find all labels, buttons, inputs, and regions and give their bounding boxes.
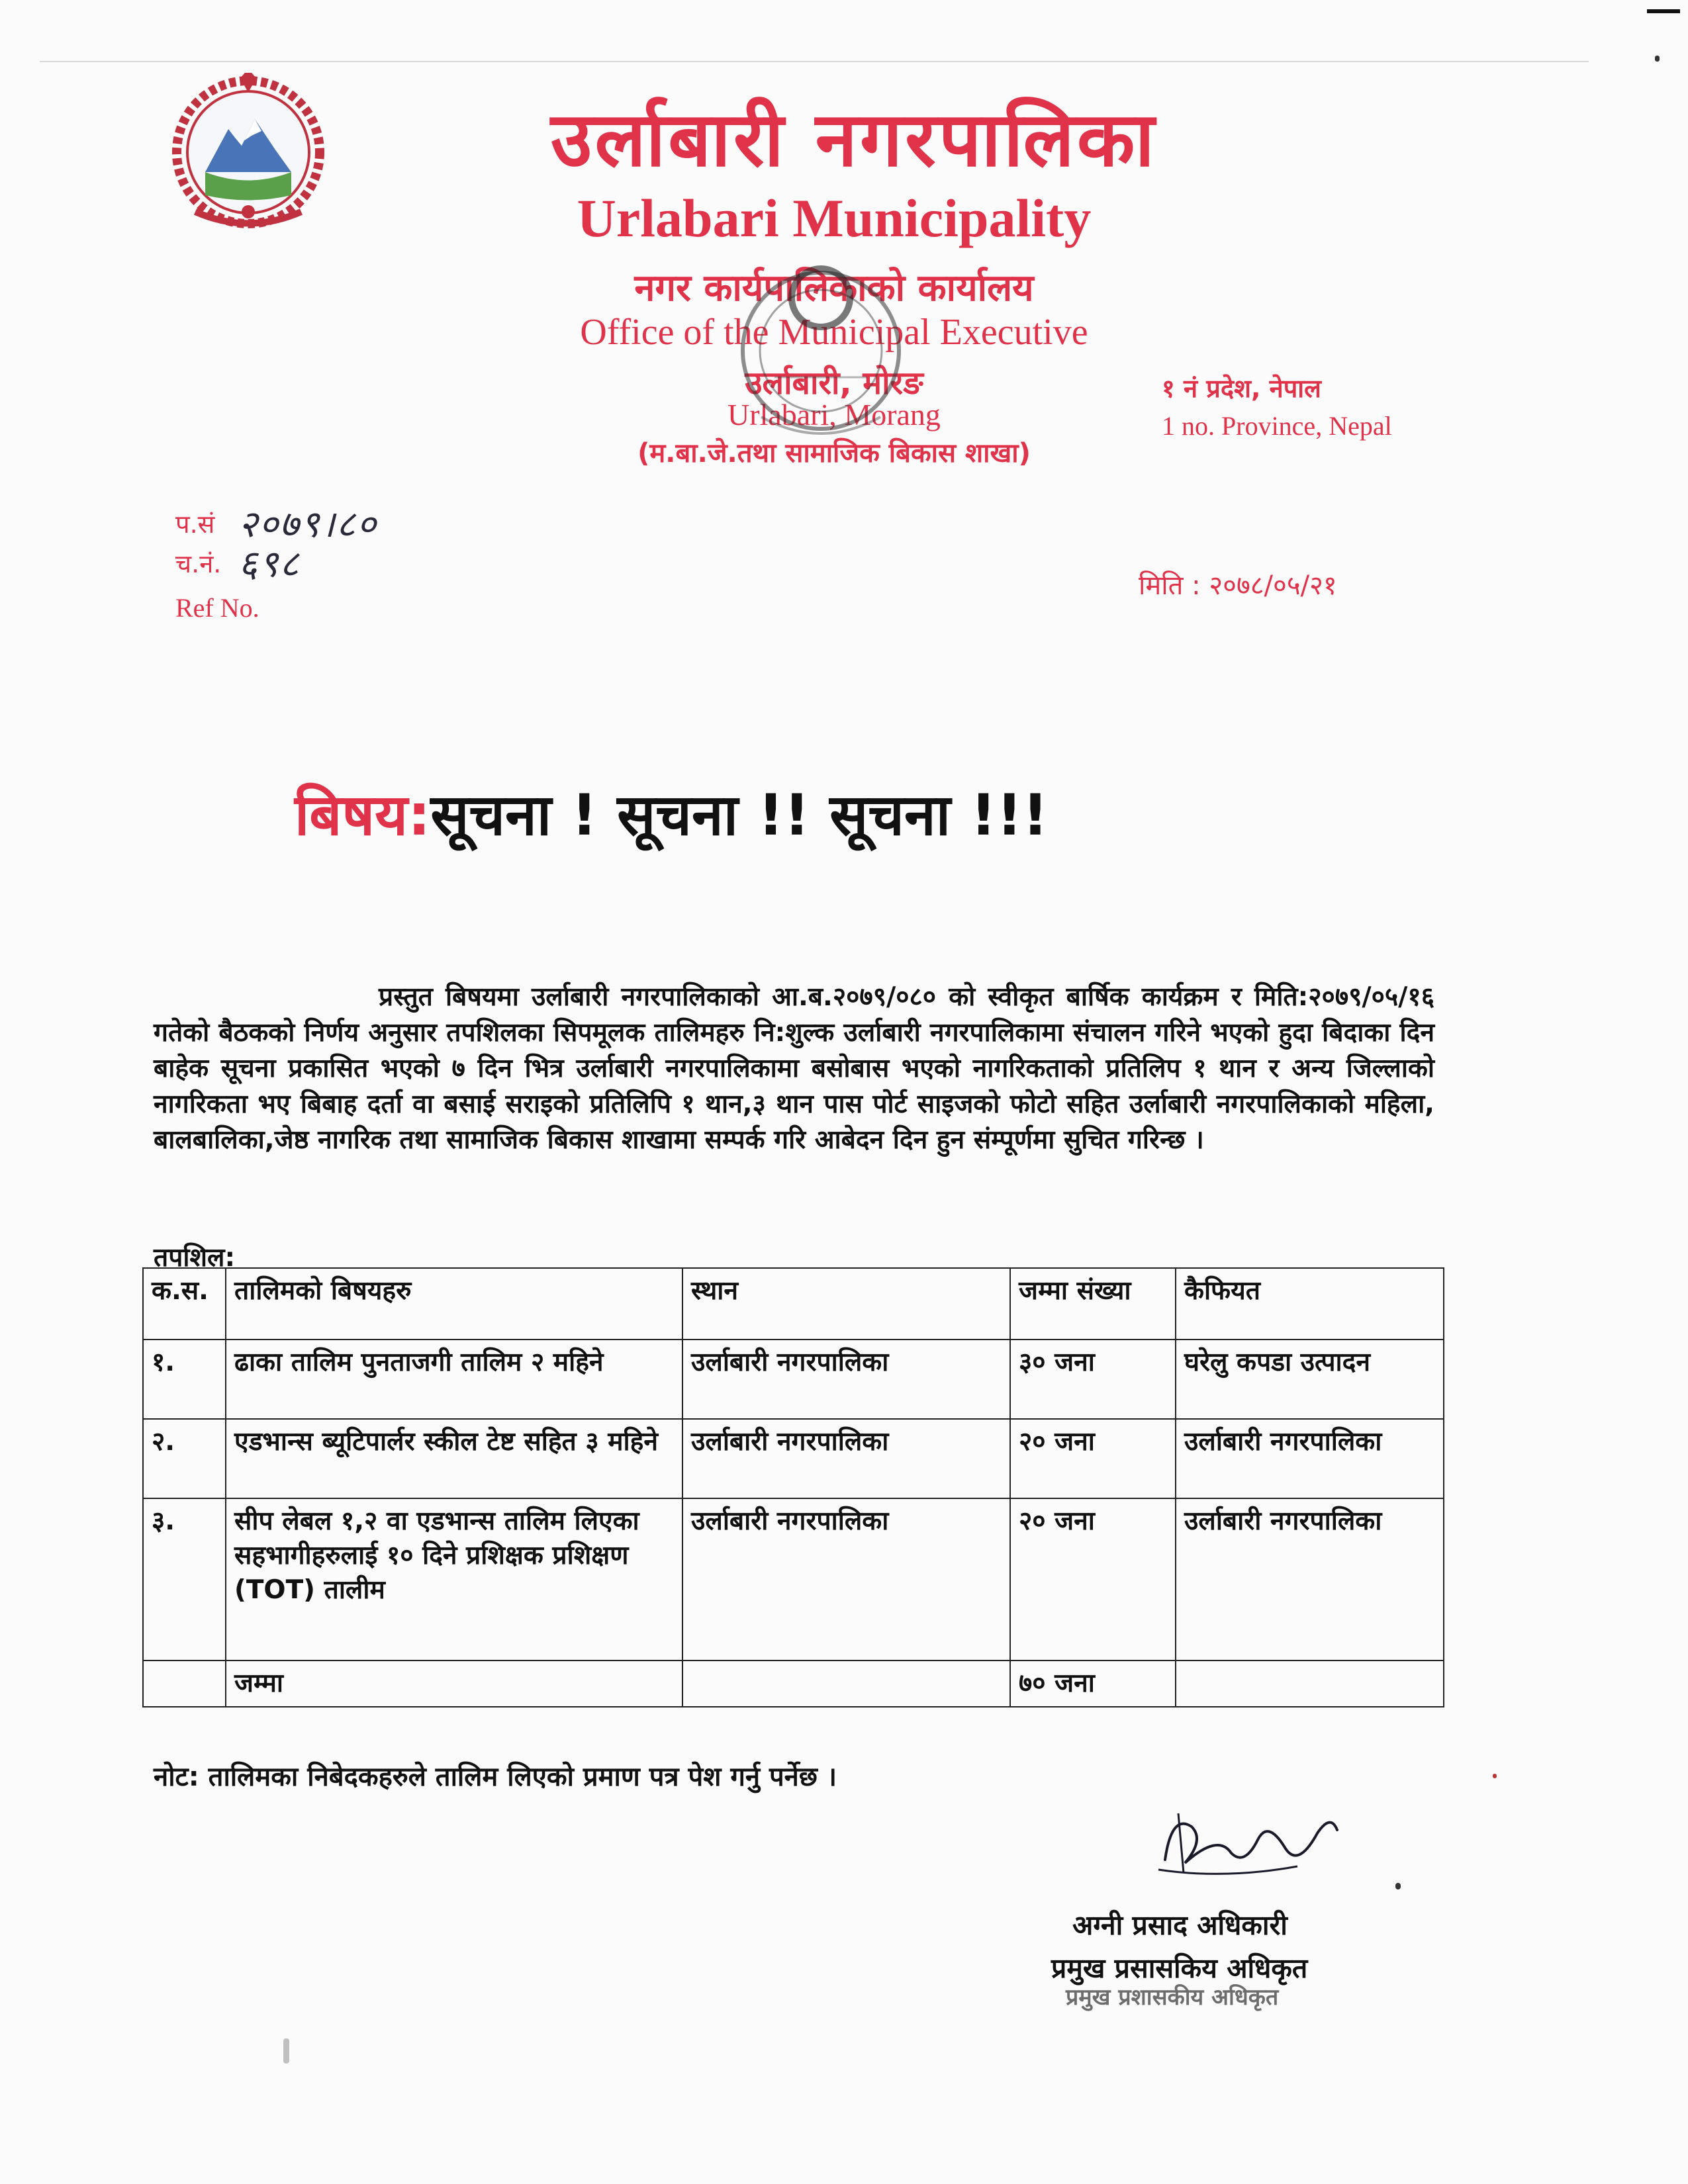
cell-remarks <box>1176 1661 1444 1707</box>
cell-sn: १. <box>143 1340 226 1419</box>
cell-count: ३० जना <box>1010 1340 1176 1419</box>
training-schedule-table <box>142 1267 1444 1707</box>
table-row <box>143 1340 1444 1419</box>
scan-speck <box>1493 1774 1497 1778</box>
cn-label: च.नं. <box>175 549 222 578</box>
signatory-title: प्रमुख प्रसासकिय अधिकृत <box>1051 1952 1308 1984</box>
subject-line <box>295 774 1049 852</box>
table-row <box>143 1498 1444 1661</box>
cell-remarks: उर्लाबारी नगरपालिका <box>1176 1419 1444 1498</box>
column-header-subject: तालिमको बिषयहरु <box>226 1268 682 1340</box>
ps-label: प.सं <box>175 510 215 539</box>
office-name-english: Office of the Municipal Executive <box>580 312 1088 353</box>
office-stamp <box>682 251 960 490</box>
cell-count: २० जना <box>1010 1498 1176 1661</box>
notice-body-paragraph: प्रस्तुत बिषयमा उर्लाबारी नगरपालिकाको आ.ब.२०७९/०८० को स्वीकृत बार्षिक कार्यक्रम र मिति:२०७९/०५/१६ गतेको बैठकको निर्णय अनुसार तपशिलका सिपमूलक तालिमहरु नि:शुल्क उर्लाबारी नगरपालिकामा संचालन गरिने भएको हुदा बिदाका दिन बाहेक सूचना प्रकासित भएको ७ दिन भित्र उर्लाबारी नगरपालिकामा बसोबास भएको नागरिकताको प्रतिलिप १ थान र अन्य जिल्लाको नागरिकता भए बिबाह दर्ता वा बसाई सराइको प्रतिलिपि १ थान,३ थान पास पोर्ट साइजको फोटो सहित उर्लाबारी नगरपालिकाको महिला, बालबालिका,जेष्ठ नागरिक तथा सामाजिक बिकास शाखामा सम्पर्क गरि आबेदन दिन हुन संम्पूर्णमा सुचित गरिन्छ । <box>154 982 1434 1155</box>
cell-subject: ढाका तालिम पुनताजगी तालिम २ महिने <box>226 1340 682 1419</box>
cell-sn <box>143 1661 226 1707</box>
ref-no-label: Ref No. <box>175 593 259 623</box>
cell-place: उर्लाबारी नगरपालिका <box>682 1419 1010 1498</box>
municipality-name-nepali: उर्लाबारी नगरपालिका <box>550 95 1157 183</box>
column-header-remarks: कैफियत <box>1176 1268 1444 1340</box>
cell-sn: २. <box>143 1419 226 1498</box>
address-nepali: उर्लाबारी, मोरङ <box>745 365 923 402</box>
column-header-count: जम्मा संख्या <box>1010 1268 1176 1340</box>
province-english: 1 no. Province, Nepal <box>1162 411 1392 441</box>
office-name-nepali: नगर कार्यपालिकाको कार्यालय <box>634 267 1034 310</box>
province-nepali: १ नं प्रदेश, नेपाल <box>1162 374 1321 403</box>
letter-date: मिति : २०७८/०५/२१ <box>1139 570 1337 601</box>
cell-remarks: उर्लाबारी नगरपालिका <box>1176 1498 1444 1661</box>
column-header-place: स्थान <box>682 1268 1010 1340</box>
address-english: Urlabari, Morang <box>727 398 941 432</box>
signatory-name: अग्नी प्रसाद अधिकारी <box>1072 1909 1288 1941</box>
column-header-sn: क.स. <box>143 1268 226 1340</box>
table-total-row <box>143 1661 1444 1707</box>
table-row <box>143 1419 1444 1498</box>
cell-subject: एडभान्स ब्यूटिपार्लर स्कील टेष्ट सहित ३ महिने <box>226 1419 682 1498</box>
note-text: नोट: तालिमका निबेदकहरुले तालिम लिएको प्रमाण पत्र पेश गर्नु पर्नेछ । <box>154 1762 837 1792</box>
cell-subject: सीप लेबल १,२ वा एडभान्स तालिम लिएका सहभागीहरुलाई १० दिने प्रशिक्षक प्रशिक्षण (TOT) तालीम <box>226 1498 682 1661</box>
cell-place: उर्लाबारी नगरपालिका <box>682 1340 1010 1419</box>
scan-speck <box>1655 56 1660 62</box>
cn-value: ६९८ <box>238 543 301 586</box>
scan-edge-mark <box>1647 9 1680 13</box>
branch-name: (म.बा.जे.तथा सामाजिक बिकास शाखा) <box>637 438 1031 469</box>
ps-value: २०७९।८० <box>238 503 377 546</box>
subject-label: बिषय: <box>295 782 431 848</box>
scan-speck <box>283 2038 289 2064</box>
table-header-row <box>143 1268 1444 1340</box>
scan-top-rule <box>40 61 1589 62</box>
signature-scribble <box>1145 1800 1344 1886</box>
signatory-stamp: प्रमुख प्रशासकीय अधिकृत <box>1066 1984 1279 2011</box>
schedule-label: तपशिल: <box>154 1243 236 1273</box>
cell-count: २० जना <box>1010 1419 1176 1498</box>
cell-place: उर्लाबारी नगरपालिका <box>682 1498 1010 1661</box>
cell-total-label: जम्मा <box>226 1661 682 1707</box>
scan-speck <box>1395 1883 1401 1889</box>
cell-place <box>682 1661 1010 1707</box>
cell-remarks: घरेलु कपडा उत्पादन <box>1176 1340 1444 1419</box>
subject-text: सूचना ! सूचना !! सूचना !!! <box>430 782 1049 848</box>
municipality-name-english: Urlabari Municipality <box>577 188 1092 248</box>
nepal-emblem-icon <box>169 73 328 238</box>
cell-sn: ३. <box>143 1498 226 1661</box>
cell-total-count: ७० जना <box>1010 1661 1176 1707</box>
